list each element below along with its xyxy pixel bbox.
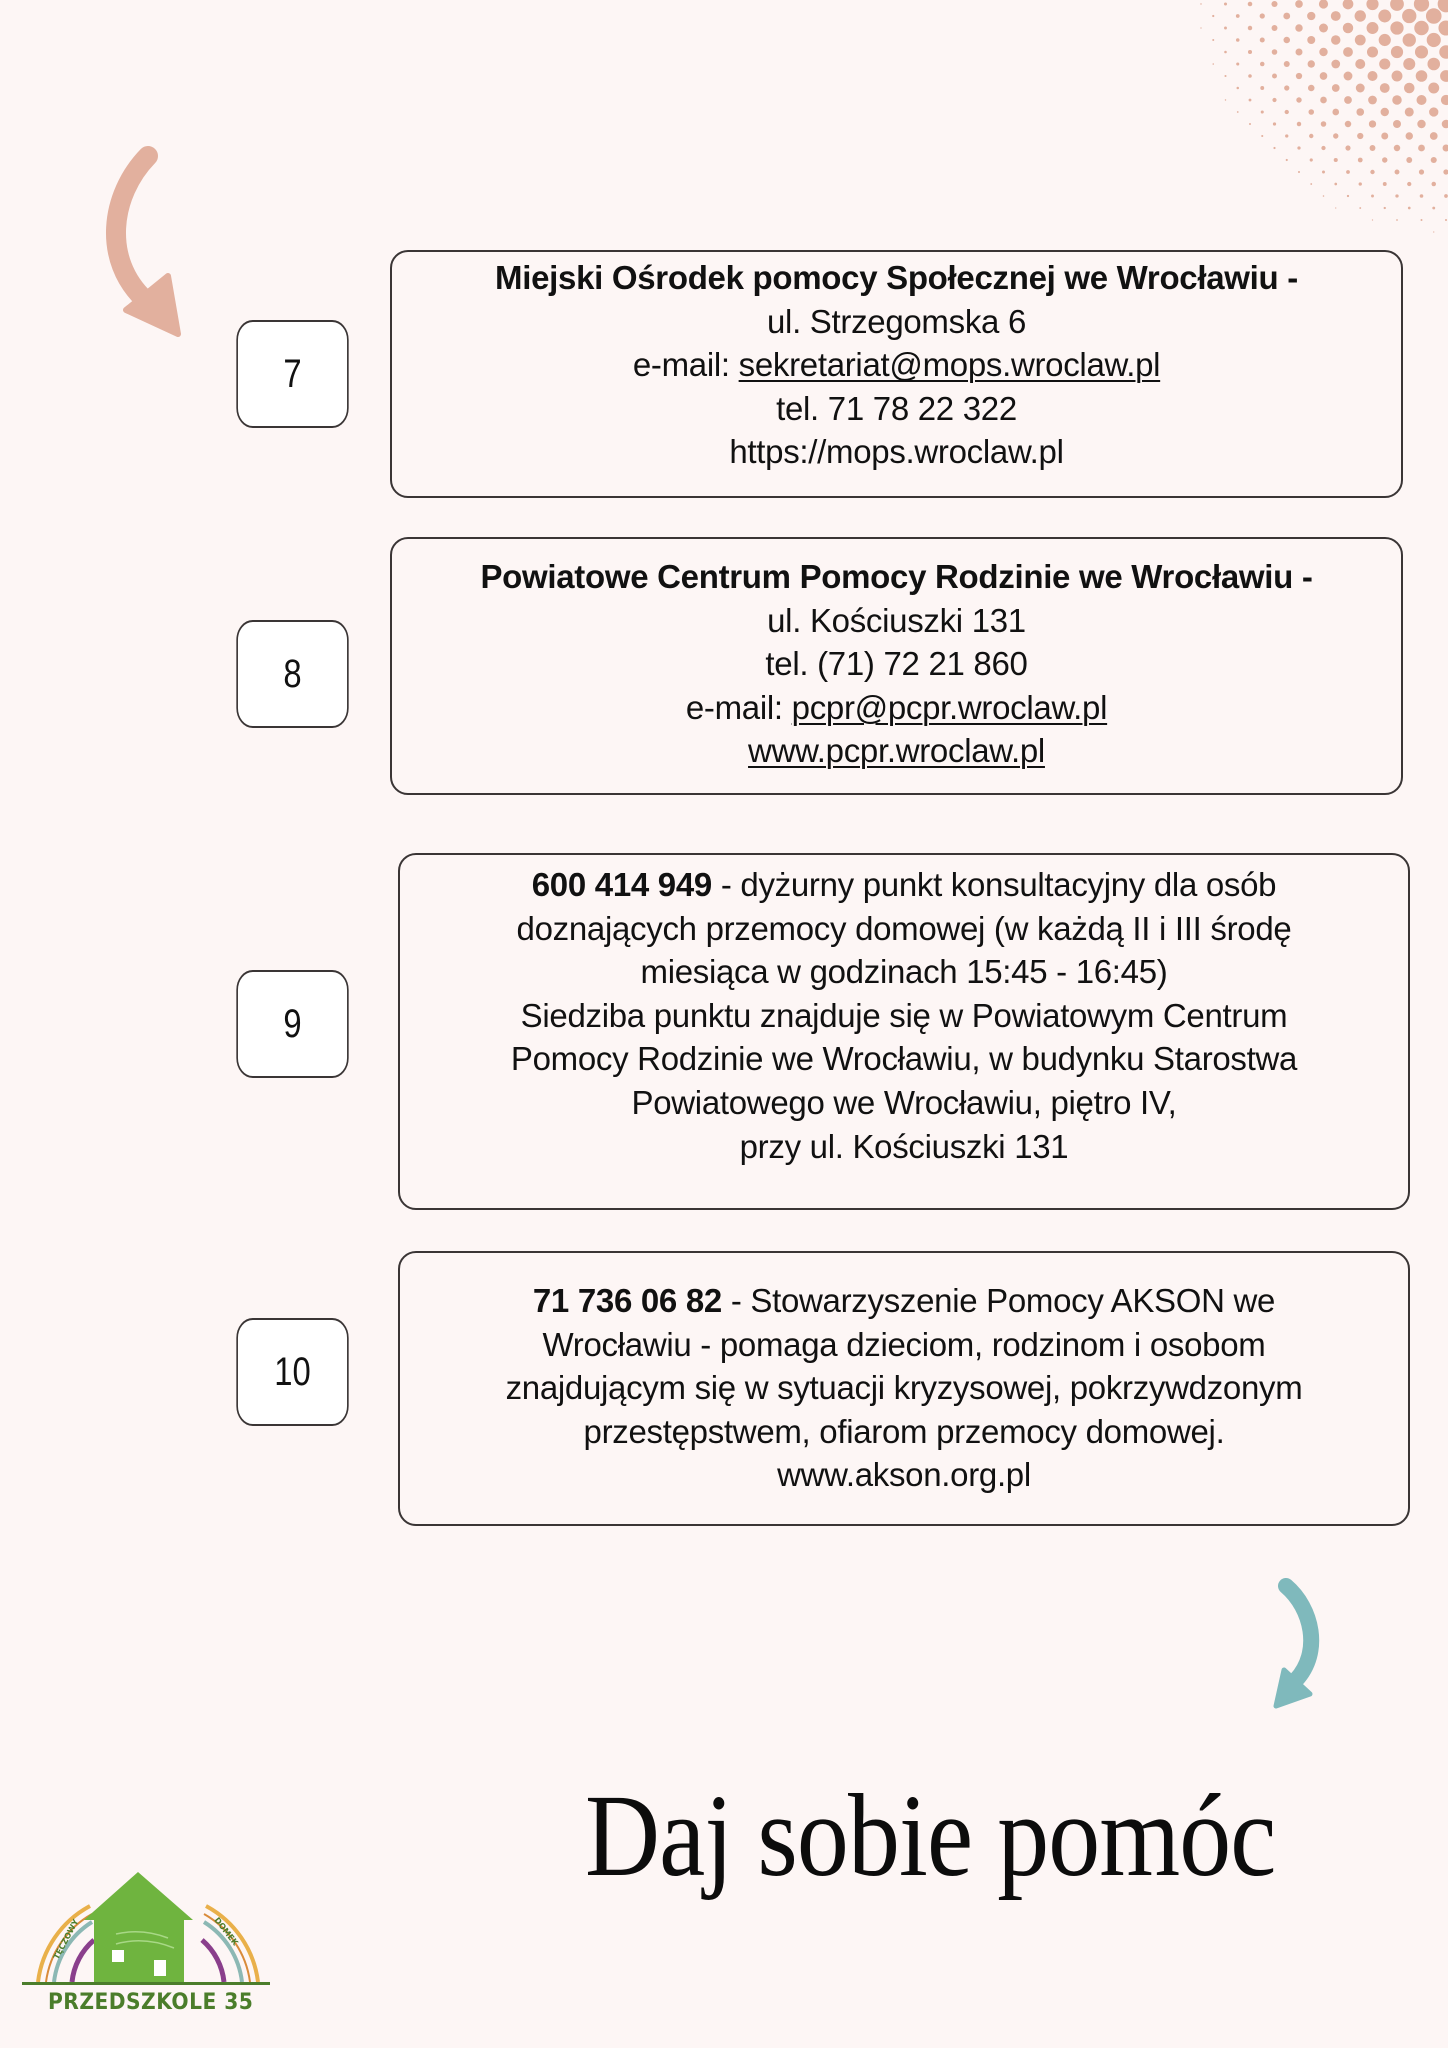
halftone-dot xyxy=(1431,157,1437,163)
card-line: przy ul. Kościuszki 131 xyxy=(739,1127,1069,1165)
halftone-dot xyxy=(1249,123,1251,125)
card-line: Pomocy Rodzinie we Wrocławiu, w budynku Starostwa xyxy=(510,1040,1298,1078)
halftone-dot xyxy=(1392,95,1402,105)
halftone-dot xyxy=(1345,145,1350,150)
halftone-dot xyxy=(1319,24,1328,33)
halftone-dot xyxy=(1285,110,1289,114)
halftone-dot xyxy=(1416,70,1428,82)
halftone-dot xyxy=(1357,133,1363,139)
phone-line: tel. 71 78 22 322 xyxy=(776,389,1017,427)
halftone-dot xyxy=(1442,120,1448,129)
halftone-dot xyxy=(1396,219,1398,221)
halftone-dot xyxy=(1236,14,1240,18)
halftone-dot xyxy=(1439,45,1448,58)
halftone-dot xyxy=(1343,23,1353,33)
halftone-dot xyxy=(1395,170,1400,175)
phone-number: 71 736 06 82 xyxy=(532,1282,722,1319)
halftone-dot xyxy=(1407,182,1411,186)
halftone-dot xyxy=(1443,169,1448,174)
website-line[interactable]: https://mops.wroclaw.pl xyxy=(729,433,1064,471)
phone-line: tel. (71) 72 21 860 xyxy=(765,645,1028,683)
halftone-dot xyxy=(1331,11,1341,21)
halftone-dot xyxy=(1344,72,1353,81)
logo-arc-left-text: TĘCZOWY xyxy=(51,1917,81,1961)
halftone-dot xyxy=(1309,134,1313,138)
halftone-dot xyxy=(1200,27,1201,28)
halftone-dot xyxy=(1367,46,1378,57)
halftone-dot xyxy=(1296,49,1303,56)
halftone-dot xyxy=(1358,158,1363,163)
halftone-dot xyxy=(1296,73,1302,79)
halftone-dot xyxy=(1378,10,1391,23)
card-line xyxy=(392,729,1401,773)
halftone-dot xyxy=(1356,84,1365,93)
organization-name: Miejski Ośrodek pomocy Społecznej we Wrocławiu - xyxy=(495,259,1298,296)
halftone-dot xyxy=(1356,108,1364,116)
entry-number-badge xyxy=(236,320,348,428)
card-line: przestępstwem, ofiarom przemocy domowej. xyxy=(583,1412,1225,1450)
halftone-dot xyxy=(1212,15,1214,17)
halftone-dot xyxy=(1347,195,1349,197)
halftone-dot xyxy=(1321,146,1325,150)
halftone-dot xyxy=(1381,133,1388,140)
halftone-dot xyxy=(1332,84,1340,92)
halftone-dot xyxy=(1271,1,1277,7)
entry-number: 8 xyxy=(283,651,302,696)
halftone-dot xyxy=(1371,195,1374,198)
halftone-dot xyxy=(1249,99,1252,102)
halftone-dot xyxy=(1416,95,1426,105)
halftone-dot xyxy=(1414,21,1428,35)
halftone-dot xyxy=(1432,182,1436,186)
halftone-dot xyxy=(1390,0,1404,11)
halftone-dot xyxy=(1368,96,1377,105)
card-line: znajdującym się w sytuacji kryzysowej, pokrzywdzonym xyxy=(505,1369,1303,1407)
halftone-dot xyxy=(1248,2,1253,7)
halftone-dot xyxy=(1272,49,1278,55)
halftone-dot xyxy=(1225,99,1226,100)
email-label: e-mail: xyxy=(632,346,739,384)
phone-number: 600 414 949 xyxy=(531,866,712,903)
halftone-dot xyxy=(1272,98,1276,102)
card-line xyxy=(400,1279,1408,1323)
halftone-dot xyxy=(1359,207,1361,209)
halftone-dot xyxy=(1393,120,1401,128)
halftone-dot xyxy=(1429,107,1438,116)
halftone-dot xyxy=(1224,75,1226,77)
halftone-dot xyxy=(1367,22,1379,34)
card-heading xyxy=(392,555,1401,599)
website-line[interactable]: www.akson.org.pl xyxy=(777,1456,1031,1494)
halftone-dot xyxy=(1366,0,1378,10)
halftone-dot xyxy=(1355,59,1365,69)
halftone-dot xyxy=(1298,171,1300,173)
card-line: Powiatowego we Wrocławiu, piętro IV, xyxy=(631,1083,1177,1121)
halftone-dot xyxy=(1406,132,1413,139)
halftone-dot xyxy=(1394,145,1400,151)
halftone-dot xyxy=(1284,85,1289,90)
halftone-dot xyxy=(1212,39,1214,41)
card-line xyxy=(400,863,1408,907)
halftone-dot xyxy=(1331,60,1340,69)
halftone-dot xyxy=(1427,58,1440,71)
halftone-dot xyxy=(1248,26,1252,30)
halftone-dot xyxy=(1417,120,1425,128)
halftone-dot xyxy=(1408,207,1411,210)
halftone-dot xyxy=(1334,183,1337,186)
halftone-dot xyxy=(1284,61,1290,67)
halftone-dot xyxy=(1334,158,1338,162)
halftone-dot xyxy=(1403,33,1416,46)
halftone-dot xyxy=(1332,109,1339,116)
halftone-dot xyxy=(1430,132,1438,140)
entry-number-badge xyxy=(236,1318,348,1426)
halftone-dot xyxy=(1372,219,1373,220)
email-link[interactable]: pcpr@pcpr.wroclaw.pl xyxy=(791,688,1108,726)
halftone-dot xyxy=(1296,97,1301,102)
halftone-dot xyxy=(1295,24,1302,31)
halftone-dot xyxy=(1224,2,1227,5)
contact-card-consultation-point xyxy=(398,853,1410,1210)
halftone-dot xyxy=(1272,74,1277,79)
halftone-dot xyxy=(1320,72,1328,80)
logo-name: PRZEDSZKOLE 35 xyxy=(48,1990,254,2015)
halftone-dot xyxy=(1419,169,1424,174)
card-line xyxy=(392,686,1401,730)
email-link[interactable]: sekretariat@mops.wroclaw.pl xyxy=(738,346,1161,384)
halftone-dot xyxy=(1427,33,1441,47)
halftone-dot xyxy=(1395,194,1398,197)
halftone-dot xyxy=(1297,122,1301,126)
halftone-dot xyxy=(1433,231,1434,232)
halftone-dot xyxy=(1297,146,1300,149)
house-icon xyxy=(94,1918,184,1982)
curved-arrow-down-left-icon xyxy=(1270,1572,1350,1712)
halftone-dot xyxy=(1415,45,1428,58)
halftone-dot xyxy=(1420,194,1424,198)
halftone-dot xyxy=(1283,37,1290,44)
entry-number: 9 xyxy=(283,1001,302,1046)
halftone-dot xyxy=(1368,71,1378,81)
card-line xyxy=(392,343,1401,387)
card-heading xyxy=(392,256,1401,300)
halftone-dot xyxy=(1285,134,1288,137)
halftone-dot xyxy=(1428,83,1439,94)
halftone-dot xyxy=(1310,158,1313,161)
halftone-dot xyxy=(1307,36,1315,44)
halftone-dot xyxy=(1444,194,1448,198)
halftone-dot xyxy=(1370,145,1376,151)
page-title: Daj sobie pomóc xyxy=(585,1770,1276,1901)
halftone-dot xyxy=(1392,71,1403,82)
halftone-dot xyxy=(1321,121,1327,127)
halftone-dot xyxy=(1443,145,1448,152)
halftone-dot xyxy=(1382,157,1387,162)
halftone-dot xyxy=(1200,3,1201,4)
halftone-dot xyxy=(1379,34,1391,46)
halftone-dot xyxy=(1310,183,1312,185)
description: - Stowarzyszenie Pomocy AKSON we xyxy=(721,1282,1276,1319)
halftone-dot xyxy=(1212,63,1214,65)
email-label: e-mail: xyxy=(685,688,792,726)
halftone-dot xyxy=(1248,74,1252,78)
halftone-dot xyxy=(1236,38,1240,42)
halftone-dot xyxy=(1307,12,1315,20)
halftone-dot xyxy=(1381,108,1389,116)
halftone-dot xyxy=(1322,171,1325,174)
halftone-dot xyxy=(1248,50,1252,54)
halftone-dot xyxy=(1345,121,1352,128)
halftone-dot xyxy=(1390,21,1403,34)
halftone-dot xyxy=(1295,0,1303,8)
halftone-dot xyxy=(1440,70,1448,82)
halftone-dot xyxy=(1369,120,1376,127)
halftone-dot xyxy=(1261,135,1263,137)
halftone-dot xyxy=(1445,219,1447,221)
halftone-dot xyxy=(1260,13,1265,18)
halftone-dot xyxy=(1331,35,1340,44)
card-line: doznających przemocy domowej (w każdą II i III środę xyxy=(516,909,1292,947)
contact-card-akson xyxy=(398,1251,1410,1526)
house-roof-icon xyxy=(84,1872,193,1920)
halftone-dot xyxy=(1391,46,1403,58)
halftone-dot xyxy=(1418,145,1425,152)
halftone-dot xyxy=(1308,60,1315,67)
halftone-dot xyxy=(1405,107,1414,116)
card-line: ul. Kościuszki 131 xyxy=(767,601,1026,639)
halftone-dot xyxy=(1319,0,1328,9)
halftone-dot xyxy=(1260,62,1265,67)
halftone-dot xyxy=(1402,9,1416,23)
halftone-dot xyxy=(1335,207,1336,208)
halftone-dot xyxy=(1380,83,1390,93)
halftone-dot xyxy=(1344,96,1352,104)
halftone-dot xyxy=(1261,110,1264,113)
halftone-dot xyxy=(1379,58,1390,69)
contact-card-pcpr xyxy=(390,537,1403,795)
halftone-dot xyxy=(1441,95,1448,105)
entry-number-badge xyxy=(236,970,348,1078)
halftone-dot xyxy=(1237,111,1239,113)
website-link[interactable]: www.pcpr.wroclaw.pl xyxy=(748,732,1045,770)
halftone-dot xyxy=(1343,47,1353,57)
entry-number: 10 xyxy=(274,1349,311,1394)
halftone-dot xyxy=(1319,48,1327,56)
card-line: ul. Strzegomska 6 xyxy=(766,302,1026,340)
halftone-dot xyxy=(1286,159,1288,161)
halftone-dot xyxy=(1432,207,1435,210)
halftone-dot xyxy=(1320,97,1327,104)
halftone-dot xyxy=(1273,147,1275,149)
logo-arc-right-text: DOMEK xyxy=(212,1915,240,1948)
halftone-dot xyxy=(1224,27,1227,30)
halftone-dot xyxy=(1383,182,1387,186)
halftone-dot xyxy=(1438,20,1448,35)
halftone-dot xyxy=(1414,0,1429,12)
halftone-dot xyxy=(1384,207,1386,209)
contact-card-mops xyxy=(390,250,1403,498)
halftone-dot xyxy=(1323,195,1325,197)
card-line: Siedziba punktu znajduje się w Powiatowym Centrum xyxy=(520,996,1288,1034)
halftone-dot xyxy=(1346,170,1350,174)
description: - dyżurny punkt konsultacyjny dla osób xyxy=(711,866,1277,903)
organization-name: Powiatowe Centrum Pomocy Rodzinie we Wrocławiu - xyxy=(480,558,1313,595)
halftone-dot xyxy=(1359,182,1362,185)
halftone-dot xyxy=(1273,122,1276,125)
entry-number-badge xyxy=(236,620,348,728)
halftone-dot xyxy=(1308,109,1314,115)
halftone-dot xyxy=(1260,37,1265,42)
halftone-dot xyxy=(1333,133,1338,138)
card-line: miesiąca w godzinach 15:45 - 16:45) xyxy=(640,953,1168,991)
curved-arrow-down-right-icon xyxy=(90,140,200,350)
halftone-dot xyxy=(1406,157,1412,163)
halftone-dot xyxy=(1343,0,1354,9)
card-line: Wrocławiu - pomaga dzieciom, rodzinom i osobom xyxy=(542,1325,1266,1363)
halftone-dot xyxy=(1426,8,1442,24)
halftone-dot xyxy=(1283,13,1290,20)
halftone-dot xyxy=(1355,10,1366,21)
halftone-dot xyxy=(1236,62,1239,65)
halftone-dot xyxy=(1272,25,1278,31)
halftone-dot xyxy=(1421,219,1423,221)
halftone-dot xyxy=(1237,87,1240,90)
halftone-dot xyxy=(1403,58,1415,70)
halftone-dot xyxy=(1260,86,1264,90)
halftone-dot xyxy=(1224,51,1227,54)
entry-number: 7 xyxy=(283,351,302,396)
halftone-dot xyxy=(1370,170,1374,174)
halftone-dot xyxy=(1308,85,1315,92)
halftone-dot xyxy=(1404,83,1415,94)
halftone-dot xyxy=(1355,35,1366,46)
